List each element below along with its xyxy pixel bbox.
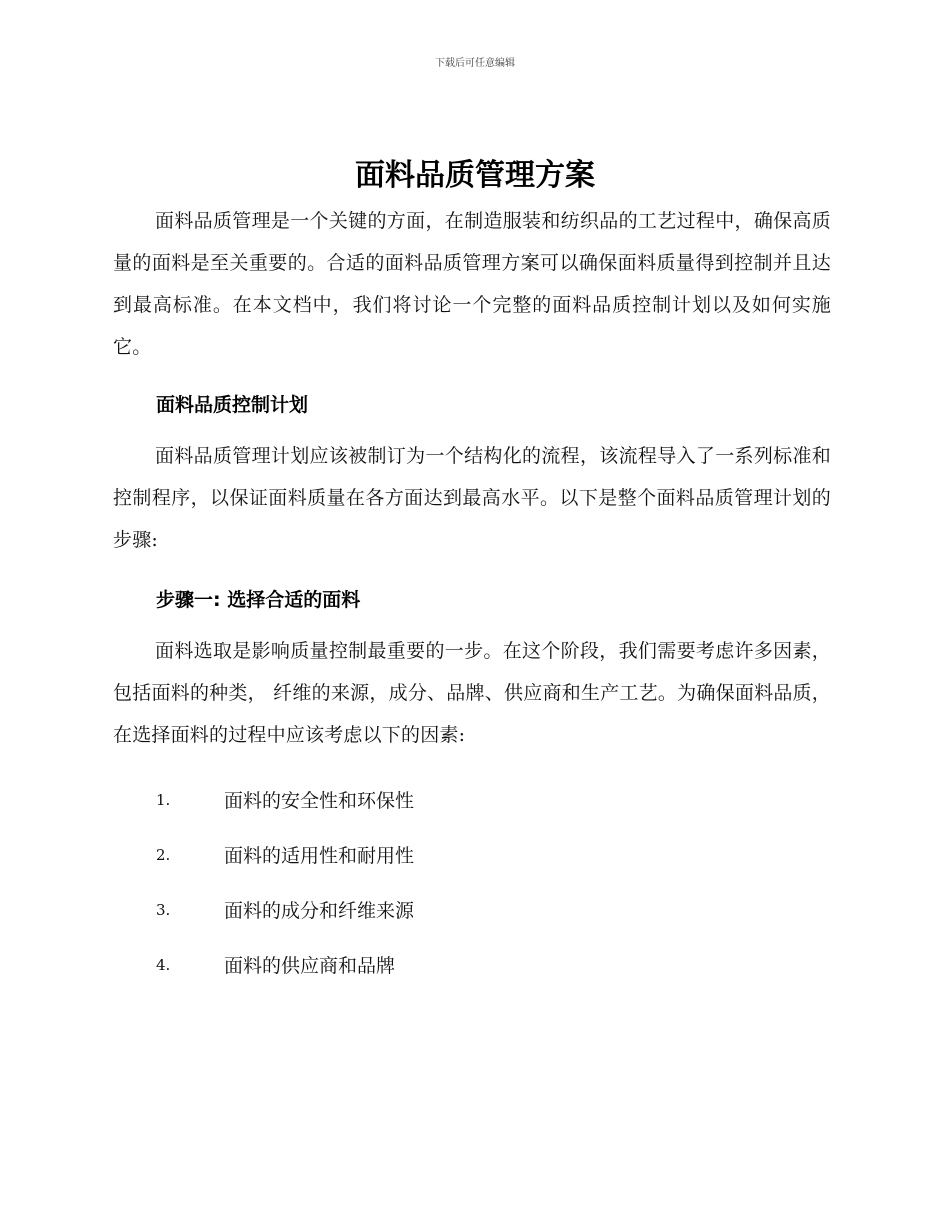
list-item [156,827,414,882]
intro-paragraph: 面料品质管理是一个关键的方面，在制造服装和纺织品的工艺过程中，确保高质量的面料是至关重要的。合适的面料品质管理方案可以确保面料质量得到控制并且达到最高标准。在本文档中，我们将讨论一个完整的面料品质控制计划以及如何实施它。 [113,210,831,358]
step-one-paragraph: 面料选取是影响质量控制最重要的一步。在这个阶段，我们需要考虑许多因素，包括面料的种类， 纤维的来源，成分、品牌、供应商和生产工艺。为确保面料品质，在选择面料的过程中应该考虑以下的因素: [113,640,831,746]
header-note: 下载后可任意编辑 [435,58,515,69]
section-heading-quality-control-plan: 面料品质控制计划 [156,394,309,416]
quality-plan-paragraph: 面料品质管理计划应该被制订为一个结构化的流程，该流程导入了一系列标准和控制程序，以保证面料质量在各方面达到最高水平。以下是整个面料品质管理计划的步骤: [113,445,831,551]
list-item [156,882,414,937]
list-item-text: 面料的适用性和耐用性 [224,845,415,867]
section-heading-step-one: 步骤一: 选择合适的面料 [156,589,361,611]
document-title: 面料品质管理方案 [355,158,595,193]
list-item-text: 面料的供应商和品牌 [224,955,396,977]
list-item-number: 4. [156,955,171,974]
list-item-number: 1. [156,790,171,809]
list-item-text: 面料的安全性和环保性 [224,790,415,812]
list-item [156,937,414,992]
list-item-text: 面料的成分和纤维来源 [224,900,415,922]
list-item-number: 2. [156,845,171,864]
factor-list [156,772,414,992]
list-item-number: 3. [156,900,171,919]
list-item [156,772,414,827]
